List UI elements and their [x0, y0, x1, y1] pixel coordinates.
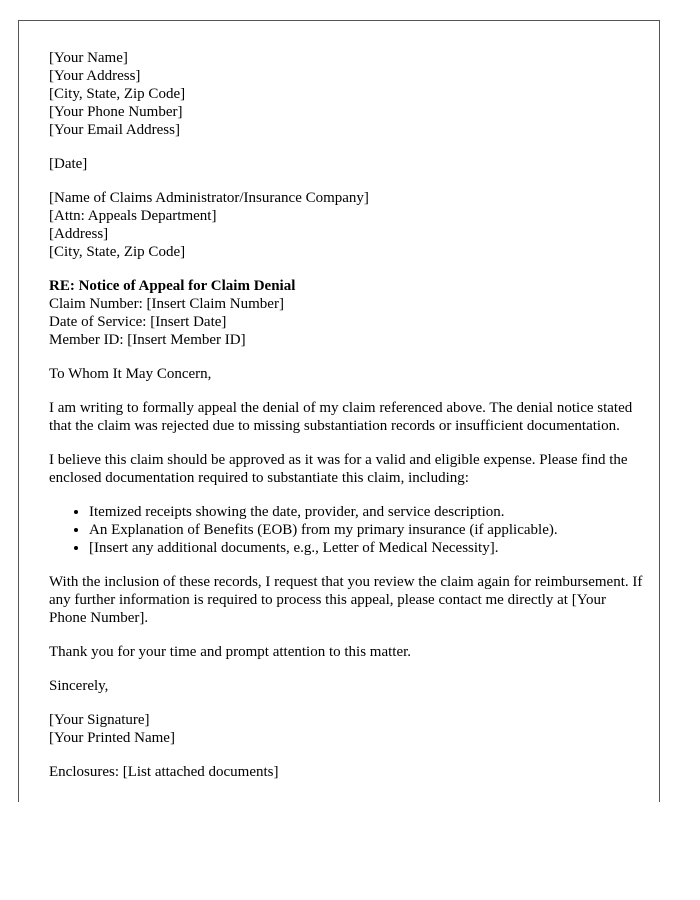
- enclosures-line: Enclosures: [List attached documents]: [49, 764, 279, 780]
- list-item: • Itemized receipts showing the date, provider, and service description.: [89, 503, 644, 521]
- letter-page: [18, 20, 660, 802]
- recipient-name: [Name of Claims Administrator/Insurance Company]: [49, 190, 369, 206]
- sender-address: [Your Address]: [49, 68, 141, 84]
- sender-block: [49, 49, 644, 139]
- date-block: [49, 155, 644, 173]
- recipient-block: [49, 189, 644, 261]
- letter-content: [49, 49, 644, 797]
- sender-name: [Your Name]: [49, 50, 128, 66]
- closing: Sincerely,: [49, 678, 109, 694]
- recipient-address: [Address]: [49, 226, 109, 242]
- member-id: Member ID: [Insert Member ID]: [49, 332, 246, 348]
- signature-block: [49, 711, 644, 747]
- body-paragraph-1: I am writing to formally appeal the denial of my claim referenced above. The denial notice stated that the claim was rejected due to missing substantiation records or insufficient documentation.: [49, 400, 633, 434]
- subject-title: RE: Notice of Appeal for Claim Denial: [49, 278, 296, 294]
- sender-city-state-zip: [City, State, Zip Code]: [49, 86, 186, 102]
- subject-block: [49, 277, 644, 349]
- body-paragraph-3: With the inclusion of these records, I request that you review the claim again for reimbursement. If any further information is required to process this appeal, please contact me directly at [Your Phone Number].: [49, 574, 643, 626]
- body-paragraph-2: I believe this claim should be approved as it was for a valid and eligible expense. Please find the enclosed documentation required to substantiate this claim, including:: [49, 452, 628, 486]
- body-paragraph-4: Thank you for your time and prompt attention to this matter.: [49, 644, 412, 660]
- claim-number: Claim Number: [Insert Claim Number]: [49, 296, 284, 312]
- list-item: • An Explanation of Benefits (EOB) from my primary insurance (if applicable).: [89, 521, 644, 539]
- date-of-service: Date of Service: [Insert Date]: [49, 314, 227, 330]
- salutation: To Whom It May Concern,: [49, 366, 212, 382]
- signature-line: [Your Signature]: [49, 712, 150, 728]
- recipient-city-state-zip: [City, State, Zip Code]: [49, 244, 186, 260]
- recipient-attn: [Attn: Appeals Department]: [49, 208, 217, 224]
- sender-email: [Your Email Address]: [49, 122, 180, 138]
- enclosures-block: [49, 763, 644, 781]
- letter-date: [Date]: [49, 156, 88, 172]
- list-item: • [Insert any additional documents, e.g., Letter of Medical Necessity].: [89, 539, 644, 557]
- documentation-list: [49, 503, 644, 557]
- sender-phone: [Your Phone Number]: [49, 104, 183, 120]
- printed-name: [Your Printed Name]: [49, 730, 175, 746]
